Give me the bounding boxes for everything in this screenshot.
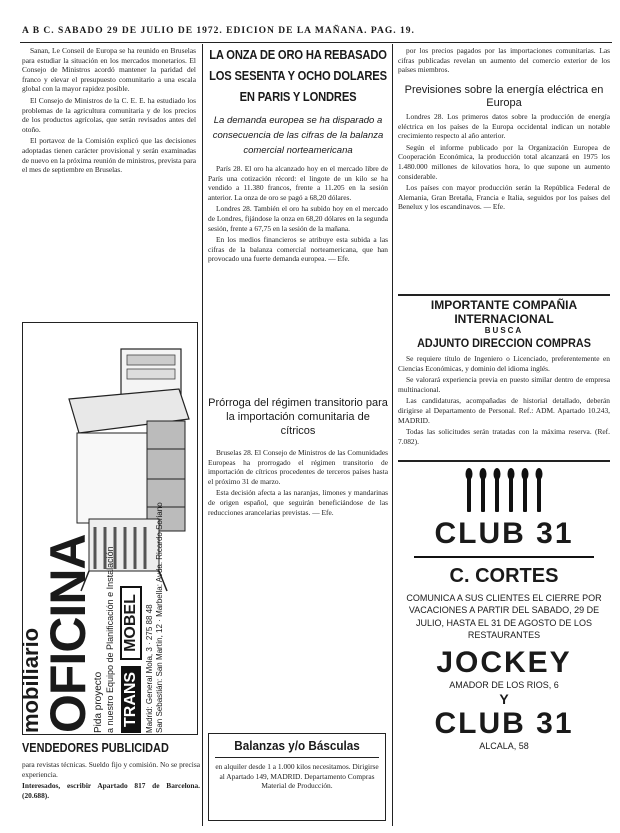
prorroga-headline: Prórroga del régimen transitorio para la importación comunitaria de cítricos — [208, 397, 388, 437]
paragraph: París 28. El oro ha alcanzado hoy en el mercado libre de París una cotización récord: el lingote de un kilo se ha vendido a 11.380 francos, frente a 11.205 en la sesión anterior. La onza de oro se pagó a 68,20 dólares. — [208, 164, 388, 202]
paragraph: Sanan, Le Conseil de Europa se ha reunido en Bruselas para estudiar la situación en los mercados monetarios. El Consejo de Ministros acordó mantener la paridad del franco y elevar el presupuesto comunitario a una escala global con la mayor rapidez posible. — [22, 46, 196, 94]
compania-busca: BUSCA — [484, 326, 524, 335]
balanzas-body: en alquiler desde 1 a 1.000 kilos necesitamos. Dirigirse al Apartado 149, MADRID. Departamento Compras Material de Producción. — [215, 762, 379, 791]
prorroga-body — [208, 448, 388, 710]
energia-headline-block — [398, 84, 610, 110]
vendedores-title: VENDEDORES PUBLICIDAD — [22, 740, 169, 755]
paragraph: Londres 28. Los primeros datos sobre la producción de energía eléctrica en los países de la Europa occidental indican un notable crecimiento respecto al año anterior. — [398, 112, 610, 141]
paragraph: En los medios financieros se atribuye esta subida a las cifras de la balanza comercial norteamericana, que han provocado una fuerte demanda europea. — Efe. — [208, 235, 388, 264]
paragraph: por los precios pagados por las importaciones comunitarias. Las cifras publicadas revelan un aumento del comercio exterior de los países miembros. — [398, 46, 610, 75]
jockey-address: AMADOR DE LOS RIOS, 6 — [449, 679, 559, 690]
paragraph: Esta decisión afecta a las naranjas, limones y mandarinas de origen español, que seguirán beneficiándose de las reducciones arancelarias previstas. — Efe. — [208, 488, 388, 517]
paragraph: Según el informe publicado por la Organización Europea de Cooperación Económica, la producción total alcanzará en 1975 los 1.480.000 millones de kilovatios hora, lo que supone un aumento considerable. — [398, 142, 610, 181]
paragraph: Londres 28. También el oro ha subido hoy en el mercado de Londres, fijándose la onza en 68,20 dólares en la segunda sesión, frente a 67,75 en la sesión de la mañana. — [208, 204, 388, 233]
prorroga-headline-block — [208, 396, 388, 444]
gold-headline-block — [208, 44, 388, 164]
club31-address: ALCALA, 58 — [479, 740, 529, 751]
balanzas-title: Balanzas y/o Básculas — [234, 738, 360, 753]
gold-subhead: La demanda europea se ha disparado a consecuencia de las cifras de la balanza comercial norteamericana — [212, 115, 384, 156]
address-1: Madrid: General Mola, 3 · 275 88 48 — [145, 604, 154, 733]
jockey-name: JOCKEY — [436, 645, 572, 679]
energia-headline: Previsiones sobre la energía eléctrica en Europa — [404, 84, 604, 109]
clubs-logo: CLUB 31 — [434, 517, 574, 550]
address-2: San Sebastián: San Martín, 12 · Marbella: Avda. Ricardo Soriano — [155, 502, 164, 733]
brand-oficina: OFICINA — [40, 534, 96, 733]
club31-name: CLUB 31 — [434, 706, 574, 740]
brand-mobel: MOBEL — [120, 586, 142, 660]
right-top-text — [398, 46, 610, 82]
left-top-article — [22, 46, 196, 316]
vendedores-classified — [22, 740, 200, 826]
tagline-2: a nuestro Equipo de Planificación e Instalación — [105, 546, 115, 733]
energia-body — [398, 112, 610, 288]
clubs-top-rule — [398, 460, 610, 462]
compania-footer: Todas las solicitudes serán tratadas con la máxima reserva. (Ref. 7.082). — [398, 427, 610, 446]
paragraph: Las candidaturas, acompañadas de historial detallado, deberán dirigirse al Departamento de Personal. Ref.: ADM. Apartado 10.243, MADRID. — [398, 396, 610, 425]
paragraph: El Consejo de Ministros de la C. E. E. ha estudiado los problemas de la agricultura comunitaria y de los precios de los productos agrícolas, que serán revisados antes del otoño. — [22, 95, 196, 134]
clubs-name: C. CORTES — [449, 564, 559, 587]
paragraph: Se valorará experiencia previa en puesto similar dentro de empresa multinacional. — [398, 375, 610, 394]
balanzas-divider — [215, 757, 379, 758]
clubs-ad — [398, 464, 610, 826]
page-header — [22, 26, 612, 40]
vendedores-body: para revistas técnicas. Sueldo fijo y comisión. No se precisa experiencia. — [22, 760, 200, 779]
paragraph: Se requiere título de Ingeniero o Licenciado, preferentemente en Ciencias Económicas, y dominio del idioma inglés. — [398, 354, 610, 373]
oficina-ad — [18, 322, 198, 735]
cutlery-icon — [461, 468, 547, 518]
header-divider — [20, 42, 612, 43]
column-rule-2 — [392, 44, 393, 826]
compania-title-1: IMPORTANTE COMPAÑIA — [430, 298, 578, 312]
compania-title-2: INTERNACIONAL — [454, 312, 554, 326]
paragraph: Los países con mayor producción serán la República Federal de Alemania, Gran Bretaña, Francia e Italia, seguidos por los países del Benelux y los escandinavos. — Efe. — [398, 183, 610, 212]
header-line: A B C. SABADO 29 DE JULIO DE 1972. EDICION DE LA MAÑANA. PAG. 19. — [22, 26, 415, 36]
tagline-1: Pida proyecto — [93, 671, 104, 733]
clubs-divider — [414, 556, 594, 558]
gold-body — [208, 164, 388, 392]
brand-trans: TRANS — [121, 666, 141, 733]
compania-top-rule — [398, 294, 610, 296]
balanzas-ad — [208, 733, 386, 821]
vendedores-footer: Interesados, escribir Apartado 817 de Barcelona. (20.688). — [22, 781, 200, 800]
connector-y: Y — [499, 690, 509, 707]
compania-ad — [398, 298, 610, 456]
paragraph: El portavoz de la Comisión explicó que las decisiones adoptadas tienen carácter provisional y serán examinadas de nuevo en la próxima reunión de ministros, prevista para el mes de septiembre en Bruselas. — [22, 136, 196, 175]
brand-mobiliario: mobiliario — [18, 627, 43, 733]
clubs-body: COMUNICA A SUS CLIENTES EL CIERRE POR VACACIONES A PARTIR DEL SABADO, 29 DE JULIO, HASTA EL 31 DE AGOSTO DE LOS RESTAURANTES — [406, 592, 602, 640]
oficina-vertical-text — [19, 323, 195, 733]
paragraph: Bruselas 28. El Consejo de Ministros de las Comunidades Europeas ha prorrogado el régimen transitorio de importación de cítricos procedentes de terceros países hasta el próximo 31 de marzo. — [208, 448, 388, 486]
column-rule-1 — [202, 44, 203, 826]
compania-body — [398, 354, 610, 446]
compania-title-3: ADJUNTO DIRECCION COMPRAS — [417, 336, 591, 350]
gold-headline: LA ONZA DE ORO HA REBASADO LOS SESENTA Y OCHO DOLARES EN PARIS Y LONDRES — [209, 47, 387, 104]
